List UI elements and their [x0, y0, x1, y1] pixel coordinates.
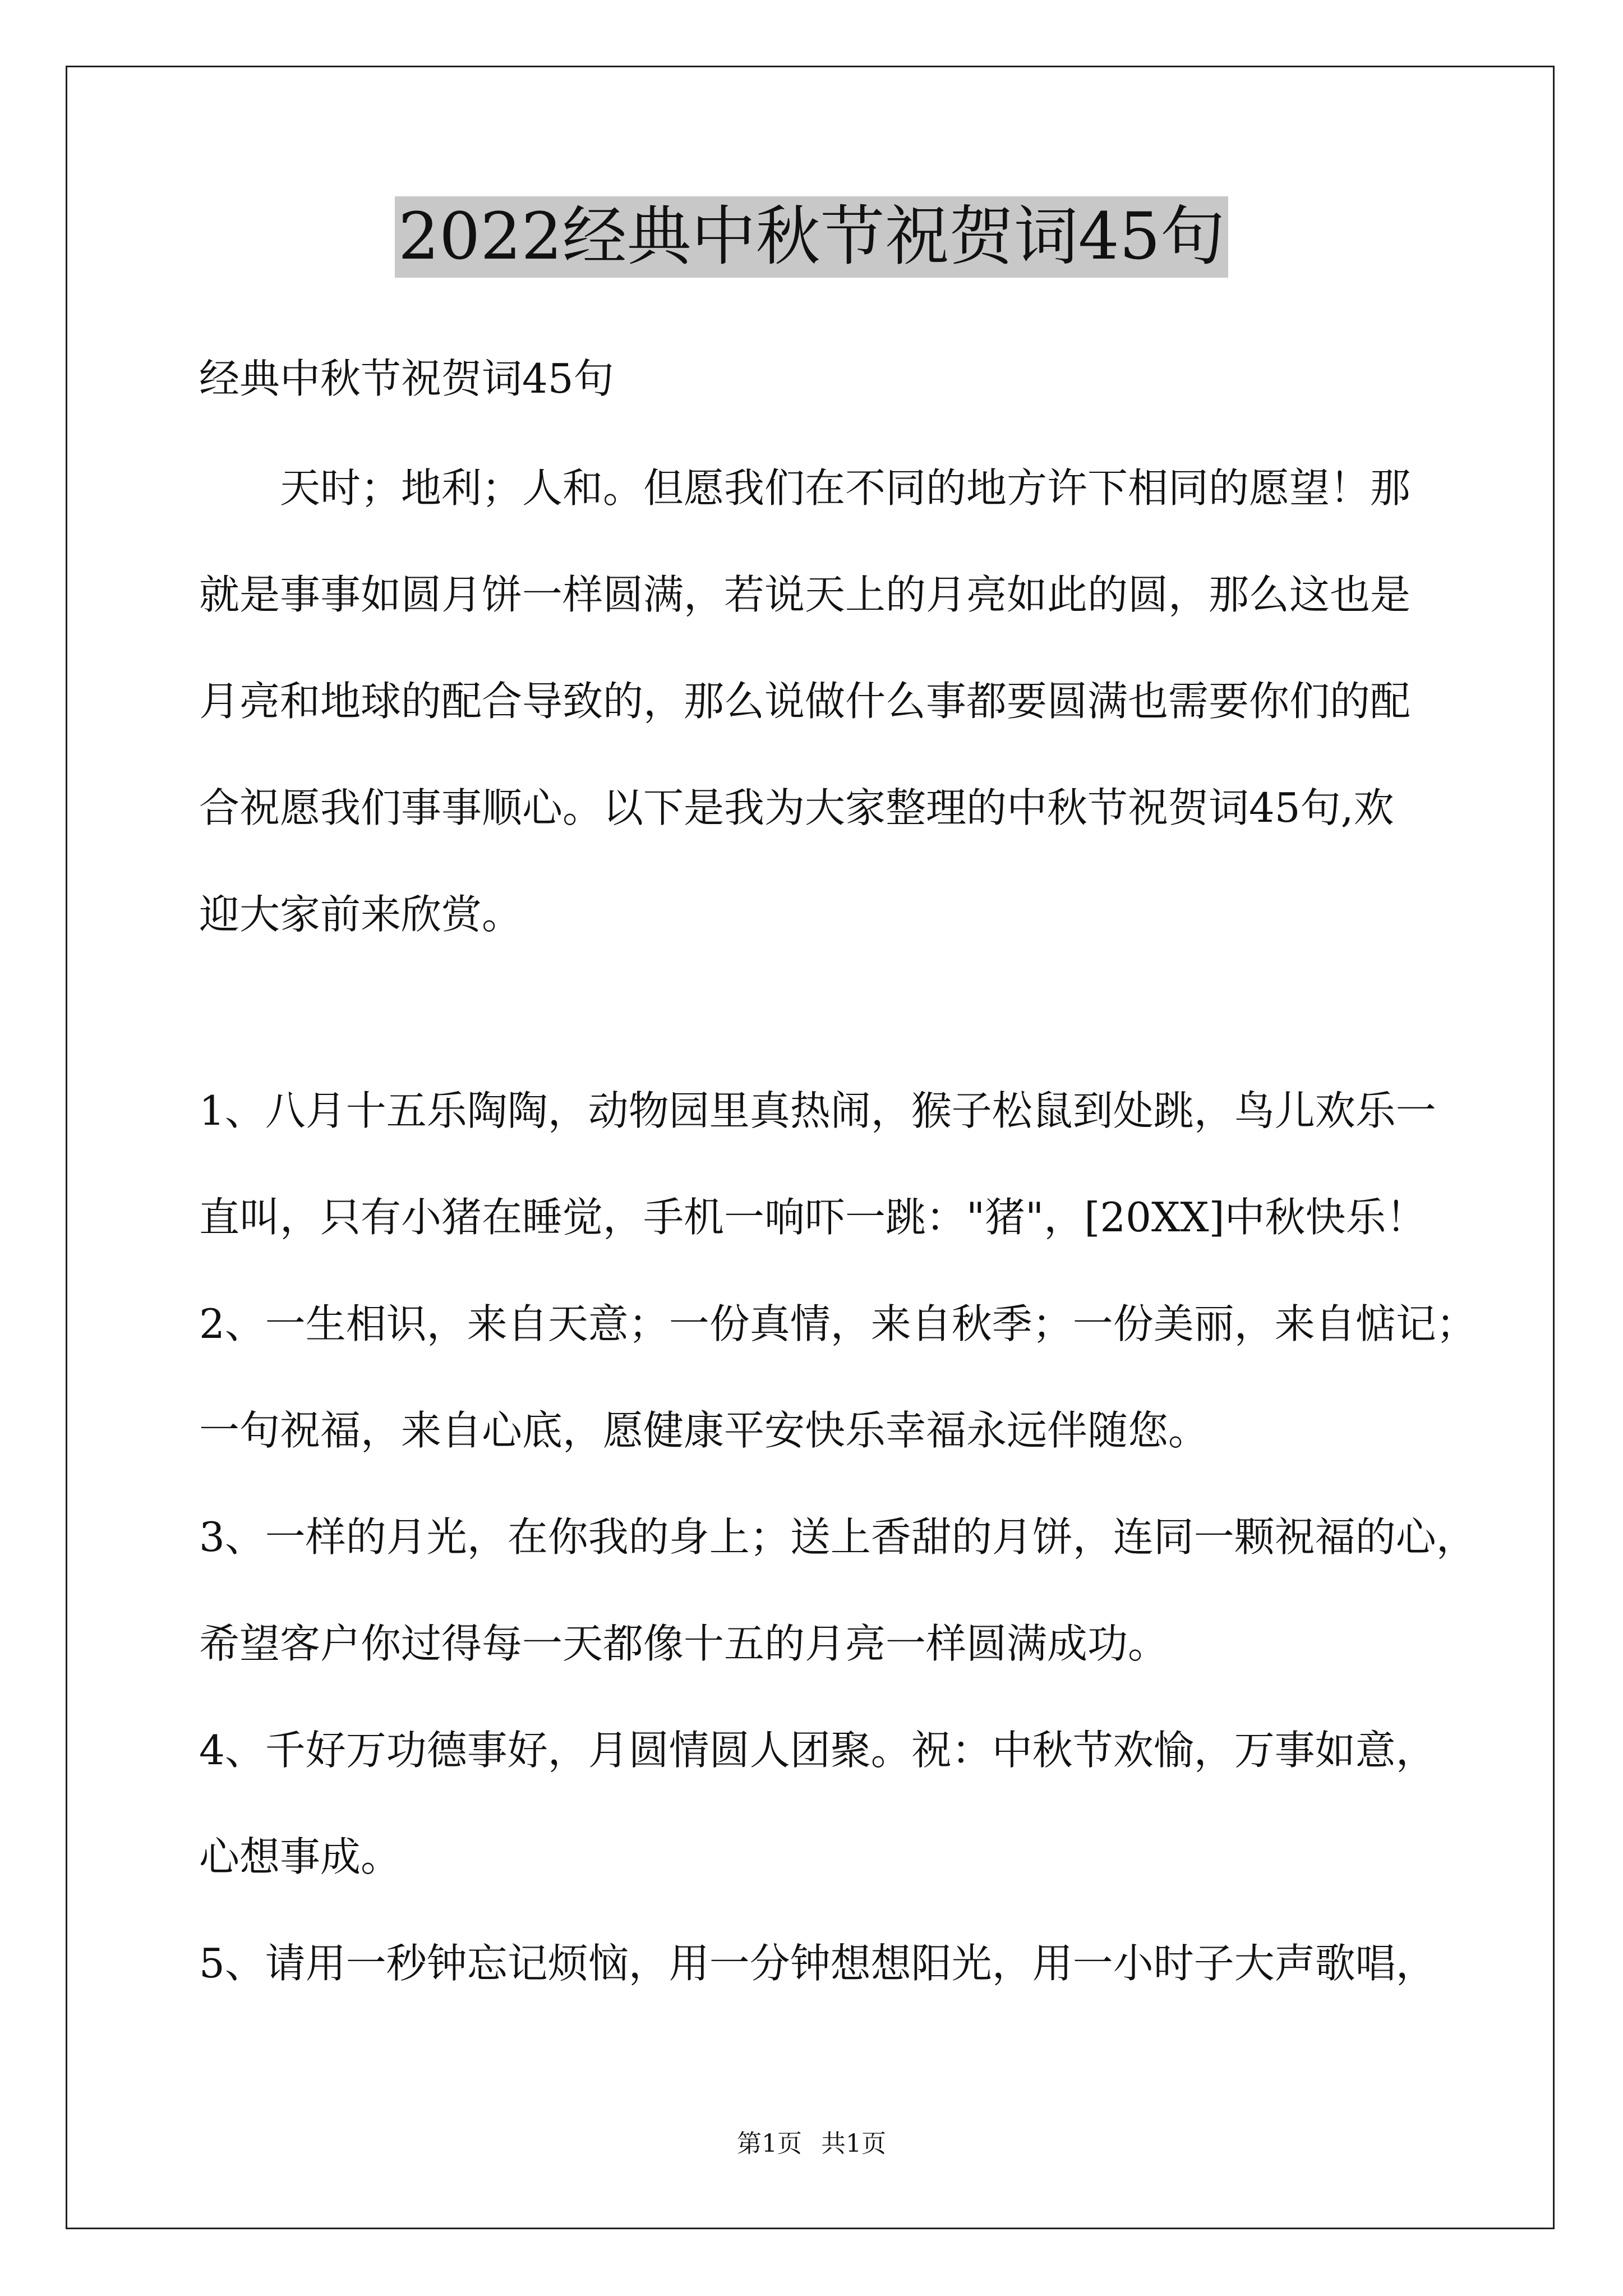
list-item-line: 4、千好万功德事好，月圆情圆人团聚。祝：中秋节欢愉，万事如意，: [199, 1727, 1436, 1774]
title-area: [0, 196, 1623, 278]
paragraph-line: 合祝愿我们事事顺心。以下是我为大家整理的中秋节祝贺词45句,欢: [199, 784, 1394, 831]
page-number: 第1页: [737, 2129, 802, 2158]
list-item-line: 心想事成。: [199, 1833, 402, 1880]
paragraph-line: 月亮和地球的配合导致的，那么说做什么事都要圆满也需要你们的配: [199, 678, 1411, 725]
page-footer: [0, 2127, 1623, 2161]
list-item-line: 希望客户你过得每一天都像十五的月亮一样圆满成功。: [199, 1620, 1169, 1667]
total-pages: 共1页: [821, 2129, 886, 2158]
list-item-line: 一句祝福，来自心底，愿健康平安快乐幸福永远伴随您。: [199, 1407, 1209, 1454]
document-subtitle: 经典中秋节祝贺词45句: [199, 355, 614, 402]
paragraph-line: 就是事事如圆月饼一样圆满，若说天上的月亮如此的圆，那么这也是: [199, 571, 1411, 618]
paragraph-line: 迎大家前来欣赏。: [199, 891, 523, 938]
list-item-line: 2、一生相识，来自天意；一份真情，来自秋季；一份美丽，来自惦记；: [199, 1300, 1477, 1347]
document-title: 2022经典中秋节祝贺词45句: [395, 196, 1228, 278]
list-item-line: 5、请用一秒钟忘记烦恼，用一分钟想想阳光，用一小时子大声歌唱，: [199, 1940, 1436, 1987]
list-item-line: 1、八月十五乐陶陶，动物园里真热闹，猴子松鼠到处跳，鸟儿欢乐一: [199, 1087, 1436, 1134]
list-item-line: 3、一样的月光，在你我的身上；送上香甜的月饼，连同一颗祝福的心，: [199, 1513, 1477, 1561]
paragraph-line: 天时；地利；人和。但愿我们在不同的地方许下相同的愿望！那: [199, 464, 1411, 512]
list-item-line: 直叫，只有小猪在睡觉，手机一响吓一跳："猪"，[20XX]中秋快乐！: [199, 1194, 1427, 1241]
